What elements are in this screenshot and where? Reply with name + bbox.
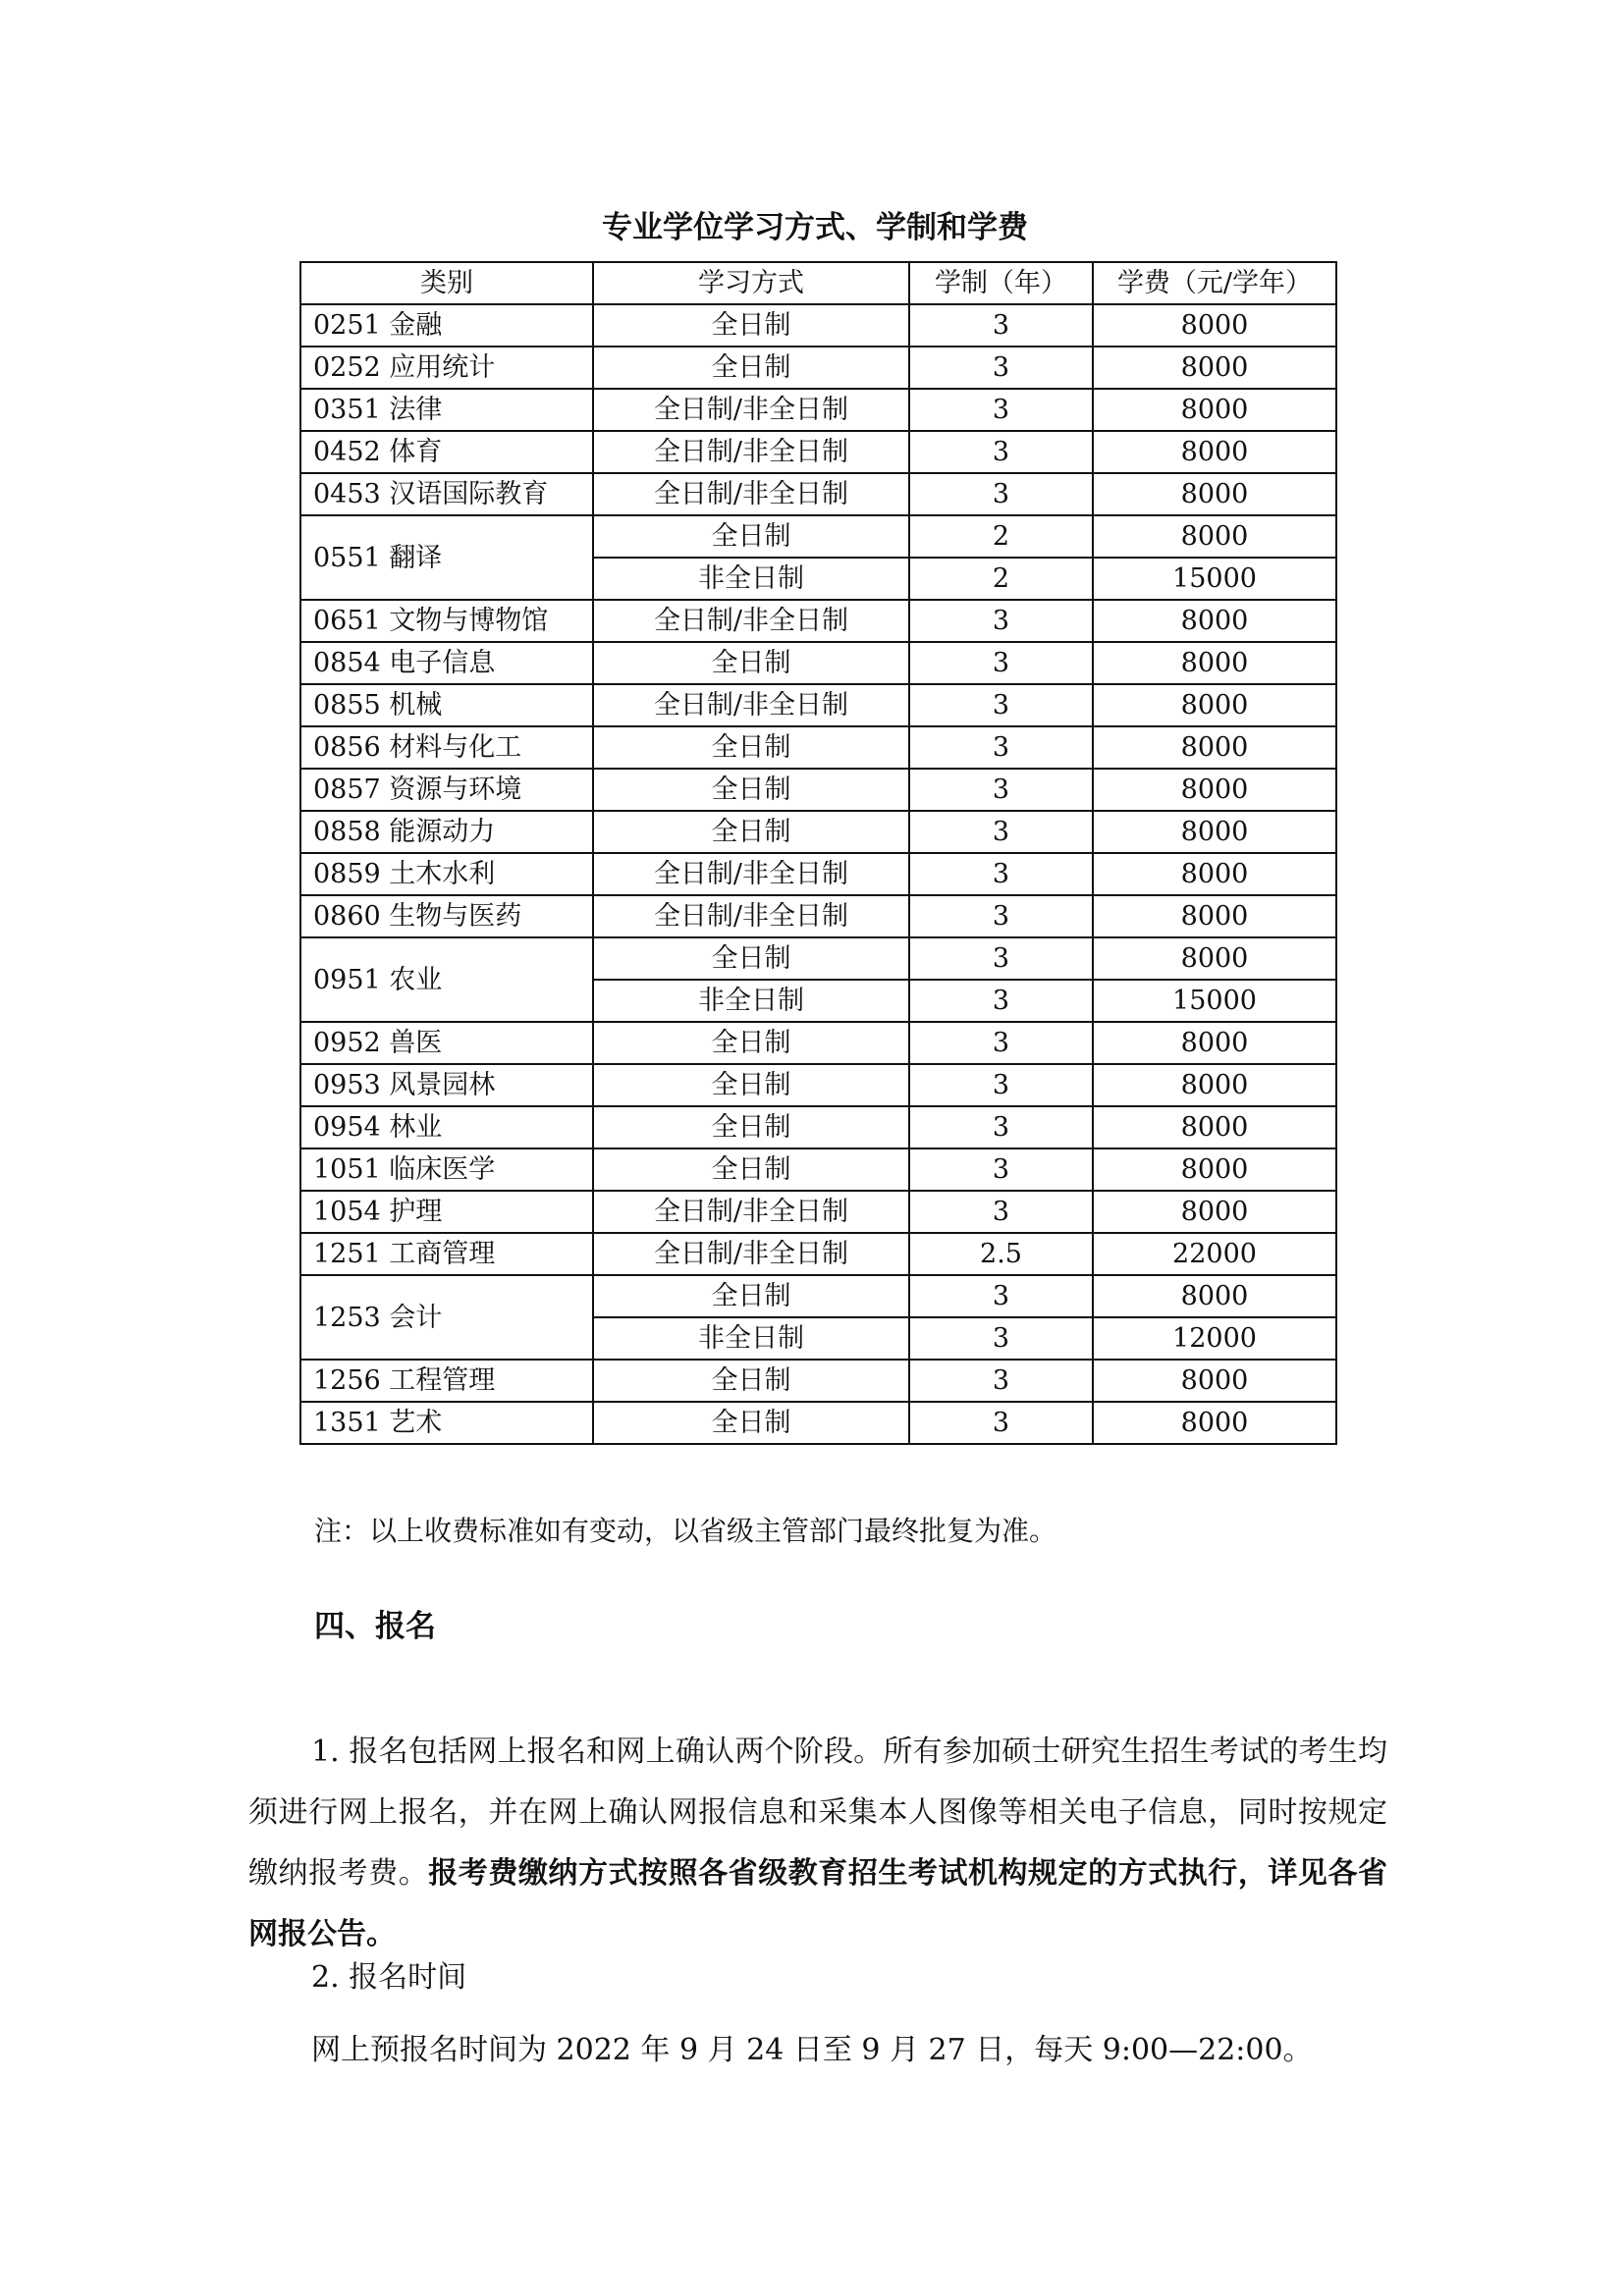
cell-tuition: 8000: [1093, 347, 1336, 389]
cell-duration: 3: [909, 684, 1093, 726]
table-row: [300, 1191, 1336, 1233]
cell-category: 0857 资源与环境: [300, 769, 593, 811]
cell-tuition: 12000: [1093, 1317, 1336, 1360]
cell-duration: 3: [909, 853, 1093, 895]
section-heading: 四、报名: [314, 1609, 436, 1644]
cell-category: 0856 材料与化工: [300, 726, 593, 769]
cell-duration: 3: [909, 769, 1093, 811]
cell-study-mode: 全日制: [593, 937, 909, 980]
header-category: 类别: [300, 262, 593, 304]
cell-study-mode: 全日制: [593, 769, 909, 811]
cell-duration: 3: [909, 726, 1093, 769]
table-row: [300, 769, 1336, 811]
cell-category: 0954 林业: [300, 1106, 593, 1148]
table-row: [300, 684, 1336, 726]
cell-study-mode: 全日制/非全日制: [593, 389, 909, 431]
cell-duration: 2.5: [909, 1233, 1093, 1275]
cell-tuition: 8000: [1093, 769, 1336, 811]
cell-duration: 3: [909, 1317, 1093, 1360]
table-row: [300, 304, 1336, 347]
cell-study-mode: 全日制: [593, 304, 909, 347]
table-title: 专业学位学习方式、学制和学费: [602, 210, 1028, 245]
cell-tuition: 8000: [1093, 811, 1336, 853]
cell-category: 0859 土木水利: [300, 853, 593, 895]
cell-category: 1054 护理: [300, 1191, 593, 1233]
header-tuition: 学费（元/学年）: [1093, 262, 1336, 304]
cell-study-mode: 全日制: [593, 1064, 909, 1106]
cell-study-mode: 全日制/非全日制: [593, 684, 909, 726]
cell-duration: 3: [909, 304, 1093, 347]
table-row: [300, 515, 1336, 558]
cell-duration: 2: [909, 558, 1093, 600]
table-row: [300, 473, 1336, 515]
cell-category: 0252 应用统计: [300, 347, 593, 389]
cell-category: 0953 风景园林: [300, 1064, 593, 1106]
cell-duration: 3: [909, 980, 1093, 1022]
cell-duration: 3: [909, 642, 1093, 684]
table-row: [300, 937, 1336, 980]
table-row: [300, 726, 1336, 769]
cell-duration: 3: [909, 811, 1093, 853]
table-header-row: [300, 262, 1336, 304]
cell-category: 1051 临床医学: [300, 1148, 593, 1191]
table-note: 注：以上收费标准如有变动，以省级主管部门最终批复为准。: [314, 1515, 1057, 1547]
cell-study-mode: 全日制: [593, 726, 909, 769]
cell-category: 0551 翻译: [300, 515, 593, 600]
cell-category: 0651 文物与博物馆: [300, 600, 593, 642]
cell-duration: 3: [909, 347, 1093, 389]
cell-tuition: 22000: [1093, 1233, 1336, 1275]
cell-duration: 3: [909, 1022, 1093, 1064]
cell-study-mode: 全日制: [593, 1360, 909, 1402]
table-row: [300, 600, 1336, 642]
cell-tuition: 15000: [1093, 558, 1336, 600]
cell-duration: 3: [909, 389, 1093, 431]
cell-category: 0351 法律: [300, 389, 593, 431]
table-row: [300, 1064, 1336, 1106]
table-row: [300, 1275, 1336, 1317]
cell-study-mode: 非全日制: [593, 558, 909, 600]
cell-duration: 3: [909, 431, 1093, 473]
cell-category: 0854 电子信息: [300, 642, 593, 684]
cell-study-mode: 全日制/非全日制: [593, 895, 909, 937]
cell-study-mode: 全日制: [593, 515, 909, 558]
cell-category: 0453 汉语国际教育: [300, 473, 593, 515]
cell-tuition: 8000: [1093, 1360, 1336, 1402]
cell-study-mode: 全日制/非全日制: [593, 431, 909, 473]
cell-tuition: 8000: [1093, 726, 1336, 769]
cell-tuition: 8000: [1093, 1275, 1336, 1317]
cell-tuition: 8000: [1093, 684, 1336, 726]
cell-study-mode: 全日制: [593, 642, 909, 684]
table-row: [300, 1022, 1336, 1064]
cell-duration: 3: [909, 1064, 1093, 1106]
cell-study-mode: 全日制/非全日制: [593, 473, 909, 515]
cell-study-mode: 全日制/非全日制: [593, 1233, 909, 1275]
table-row: [300, 1148, 1336, 1191]
cell-duration: 3: [909, 1106, 1093, 1148]
cell-category: 1253 会计: [300, 1275, 593, 1360]
cell-tuition: 8000: [1093, 600, 1336, 642]
cell-study-mode: 全日制/非全日制: [593, 853, 909, 895]
cell-study-mode: 全日制/非全日制: [593, 600, 909, 642]
registration-paragraph: [248, 1722, 1387, 1965]
tuition-table: [299, 261, 1337, 1445]
cell-duration: 3: [909, 473, 1093, 515]
cell-tuition: 8000: [1093, 937, 1336, 980]
cell-duration: 3: [909, 895, 1093, 937]
cell-tuition: 8000: [1093, 1148, 1336, 1191]
cell-tuition: 8000: [1093, 431, 1336, 473]
cell-category: 0860 生物与医药: [300, 895, 593, 937]
item-body: 网上预报名时间为 2022 年 9 月 24 日至 9 月 27 日，每天 9:00—22:00。: [311, 2033, 1313, 2067]
paragraph-bold-text: 报考费缴纳方式按照各省级教育招生考试机构规定的方式执行，详见各省网报公告。: [248, 1856, 1388, 1951]
item-heading: 2. 报名时间: [311, 1960, 467, 1995]
table-row: [300, 1233, 1336, 1275]
cell-duration: 3: [909, 1275, 1093, 1317]
cell-duration: 2: [909, 515, 1093, 558]
cell-category: 0251 金融: [300, 304, 593, 347]
cell-duration: 3: [909, 600, 1093, 642]
cell-tuition: 8000: [1093, 515, 1336, 558]
table-row: [300, 347, 1336, 389]
cell-study-mode: 全日制: [593, 1022, 909, 1064]
table-row: [300, 1360, 1336, 1402]
paragraph-text: 1. 报名包括网上报名和网上确认两个阶段。所有参加硕士研究生招生考试的考生均须进行网上报名，并在网上确认网报信息和采集本人图像等相关电子信息，同时按规定缴纳报考费。: [248, 1735, 1387, 1891]
header-duration: 学制（年）: [909, 262, 1093, 304]
cell-study-mode: 非全日制: [593, 980, 909, 1022]
cell-duration: 3: [909, 1402, 1093, 1444]
cell-tuition: 8000: [1093, 389, 1336, 431]
cell-category: 1351 艺术: [300, 1402, 593, 1444]
cell-study-mode: 非全日制: [593, 1317, 909, 1360]
cell-study-mode: 全日制/非全日制: [593, 1191, 909, 1233]
cell-category: 0951 农业: [300, 937, 593, 1022]
cell-tuition: 8000: [1093, 1022, 1336, 1064]
cell-tuition: 8000: [1093, 642, 1336, 684]
table-row: [300, 895, 1336, 937]
cell-category: 0952 兽医: [300, 1022, 593, 1064]
cell-tuition: 15000: [1093, 980, 1336, 1022]
cell-category: 0855 机械: [300, 684, 593, 726]
cell-tuition: 8000: [1093, 1106, 1336, 1148]
cell-study-mode: 全日制: [593, 1106, 909, 1148]
cell-category: 0452 体育: [300, 431, 593, 473]
cell-tuition: 8000: [1093, 1191, 1336, 1233]
cell-tuition: 8000: [1093, 1402, 1336, 1444]
table-row: [300, 642, 1336, 684]
table-row: [300, 853, 1336, 895]
table-row: [300, 389, 1336, 431]
header-study-mode: 学习方式: [593, 262, 909, 304]
cell-category: 0858 能源动力: [300, 811, 593, 853]
cell-duration: 3: [909, 937, 1093, 980]
cell-study-mode: 全日制: [593, 1275, 909, 1317]
cell-category: 1251 工商管理: [300, 1233, 593, 1275]
cell-study-mode: 全日制: [593, 347, 909, 389]
cell-tuition: 8000: [1093, 895, 1336, 937]
cell-study-mode: 全日制: [593, 1148, 909, 1191]
table-row: [300, 811, 1336, 853]
cell-tuition: 8000: [1093, 1064, 1336, 1106]
table-row: [300, 431, 1336, 473]
table-row: [300, 1402, 1336, 1444]
table-row: [300, 1106, 1336, 1148]
cell-duration: 3: [909, 1191, 1093, 1233]
cell-study-mode: 全日制: [593, 811, 909, 853]
cell-tuition: 8000: [1093, 853, 1336, 895]
cell-tuition: 8000: [1093, 473, 1336, 515]
cell-category: 1256 工程管理: [300, 1360, 593, 1402]
cell-study-mode: 全日制: [593, 1402, 909, 1444]
cell-duration: 3: [909, 1360, 1093, 1402]
cell-tuition: 8000: [1093, 304, 1336, 347]
cell-duration: 3: [909, 1148, 1093, 1191]
